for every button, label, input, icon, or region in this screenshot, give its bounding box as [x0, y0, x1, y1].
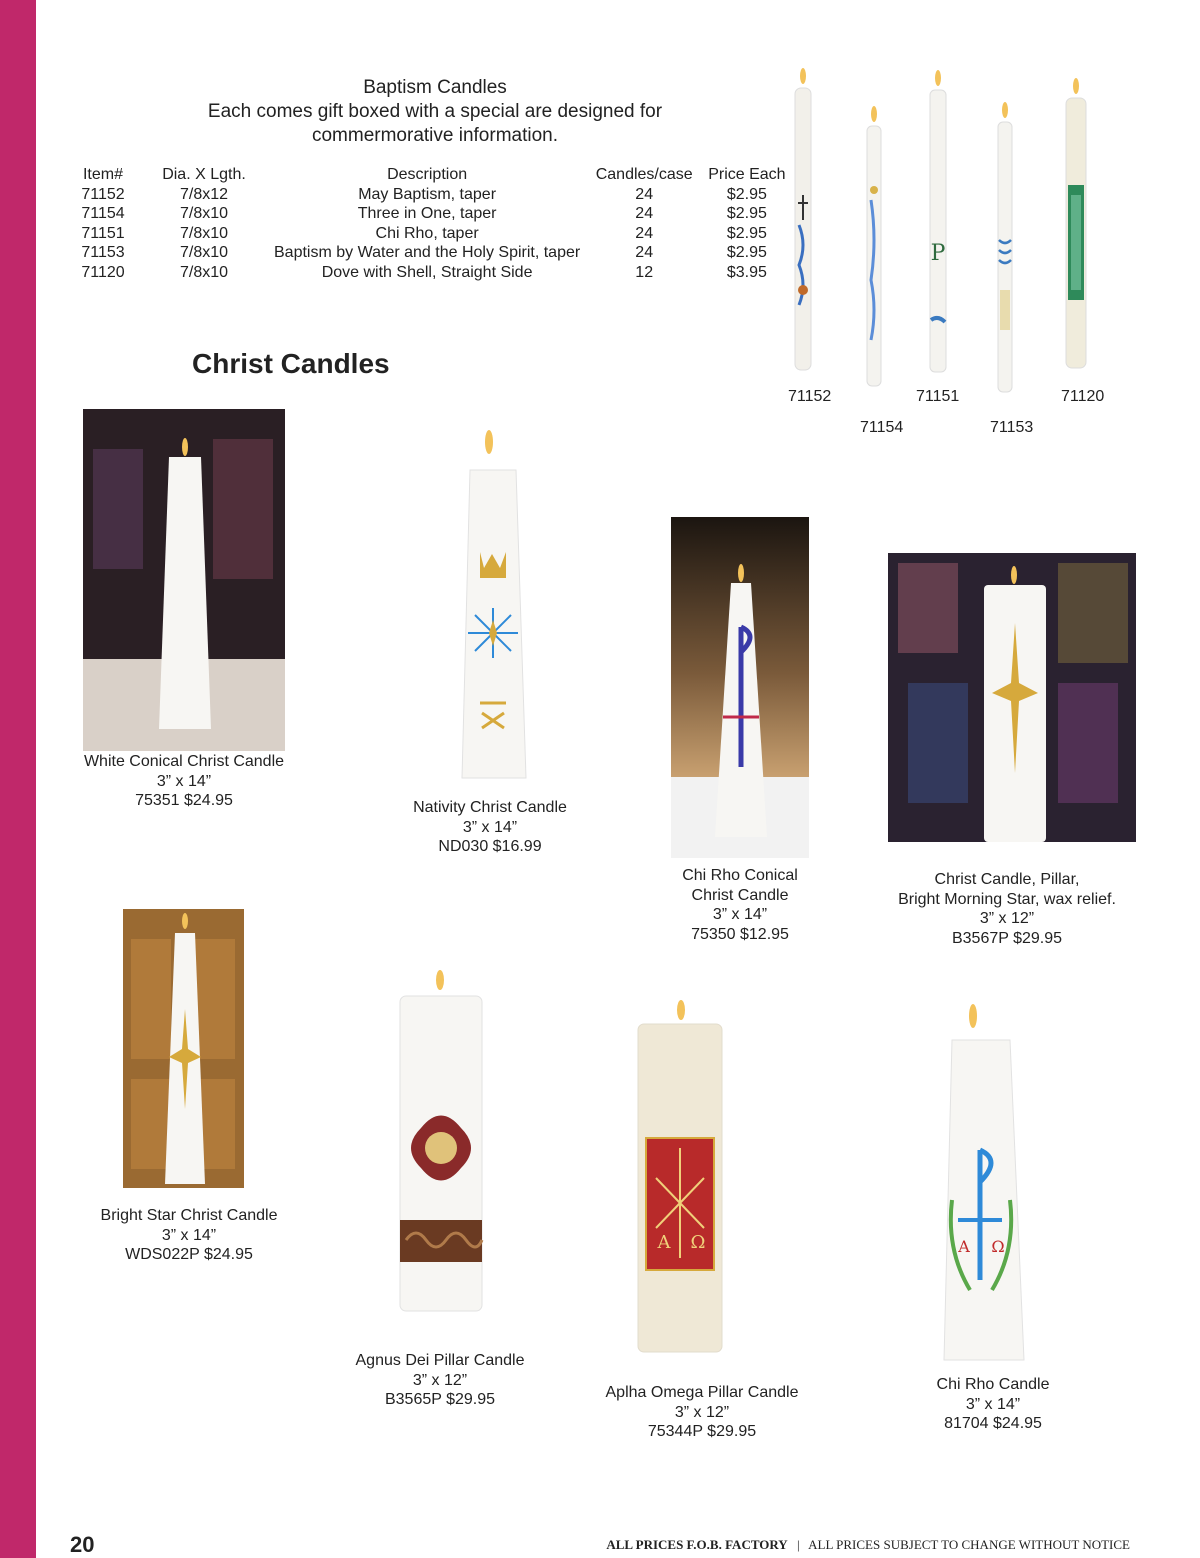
- product-caption: [640, 866, 840, 944]
- product-name: White Conical Christ Candle: [83, 753, 285, 770]
- col-item: Item#: [82, 166, 123, 183]
- cell: 7/8x10: [179, 263, 229, 281]
- cell: 7/8x12: [179, 185, 229, 203]
- header-line2: Each comes gift boxed with a special are designed for: [207, 101, 663, 122]
- product-code-price: B3567P $29.95: [951, 929, 1063, 947]
- cell: May Baptism, taper: [358, 185, 497, 203]
- product-code-price: 75351 $24.95: [135, 792, 233, 809]
- product-code-price: 81704 $24.95: [944, 1415, 1042, 1432]
- product-size: 3” x 12”: [412, 1371, 468, 1389]
- product-size: 3” x 12”: [979, 910, 1035, 927]
- cell: Baptism by Water and the Holy Spirit, taper: [274, 244, 581, 261]
- christ-candle-pillar-image: [888, 553, 1136, 842]
- cell: $2.95: [726, 205, 767, 222]
- product-caption: [880, 870, 1134, 948]
- svg-text:Ω: Ω: [991, 1237, 1005, 1256]
- product-caption: [380, 798, 600, 857]
- footer-separator: |: [796, 1537, 800, 1552]
- cell: Three in One, taper: [357, 205, 497, 222]
- chi-rho-candle-image: [940, 1000, 1044, 1362]
- cell: 7/8x10: [179, 244, 229, 261]
- svg-text:P: P: [930, 241, 946, 266]
- col-dimensions: Dia. X Lgth.: [162, 166, 246, 183]
- table-row: [72, 185, 786, 205]
- product-caption: [74, 1206, 304, 1265]
- cell: $2.95: [726, 224, 767, 242]
- page-number: 20: [70, 1532, 95, 1557]
- product-code-price: ND030 $16.99: [438, 838, 542, 855]
- cell: 24: [635, 244, 654, 261]
- baptism-code-71151: 71151: [916, 388, 960, 405]
- magenta-side-bar: [0, 0, 36, 1558]
- cell: 71153: [81, 244, 125, 261]
- table-header-row: [72, 165, 786, 185]
- cell: 24: [635, 224, 654, 242]
- header-title: Baptism Candles: [363, 77, 507, 98]
- product-caption: [330, 1351, 550, 1410]
- footer-notice: [560, 1537, 1130, 1553]
- product-size: 3” x 14”: [462, 818, 518, 836]
- cell: $3.95: [726, 263, 767, 281]
- cell: Chi Rho, taper: [375, 224, 479, 242]
- product-size: 3” x 12”: [674, 1403, 730, 1421]
- table-row: [72, 204, 786, 224]
- col-description: Description: [387, 166, 468, 183]
- cell: 7/8x10: [179, 205, 229, 222]
- agnus-dei-candle-image: [396, 968, 486, 1313]
- cell: $2.95: [726, 244, 767, 261]
- product-name: Agnus Dei Pillar Candle: [355, 1352, 525, 1369]
- product-name: Chi Rho Candle: [936, 1376, 1050, 1393]
- table-row: [72, 224, 786, 244]
- product-name-line2: Bright Morning Star, wax relief.: [898, 890, 1116, 908]
- product-size: 3” x 14”: [156, 772, 212, 790]
- cell: 7/8x10: [179, 224, 229, 242]
- svg-text:Α: Α: [657, 1232, 671, 1253]
- baptism-code-71120: 71120: [1061, 388, 1105, 405]
- cell: 71120: [81, 263, 125, 281]
- cell: 71151: [81, 224, 125, 242]
- cell: 71152: [81, 185, 125, 203]
- product-name-line1: Christ Candle, Pillar,: [934, 871, 1080, 888]
- product-name-line2: Christ Candle: [691, 886, 789, 904]
- chi-rho-conical-candle-image: [671, 517, 809, 858]
- cell: 71154: [81, 205, 125, 222]
- product-code-price: 75350 $12.95: [691, 925, 789, 943]
- cell: 24: [635, 185, 654, 203]
- alpha-omega-candle-image: [634, 998, 726, 1354]
- baptism-header: [150, 76, 720, 148]
- baptism-table: [72, 165, 786, 282]
- product-caption: [585, 1383, 819, 1442]
- baptism-tapers-image: [785, 60, 1115, 405]
- baptism-code-71153: 71153: [990, 419, 1034, 436]
- cell: 24: [635, 205, 654, 222]
- header-line3: commermorative information.: [311, 125, 559, 146]
- baptism-code-71152: 71152: [788, 388, 832, 405]
- product-name-line1: Chi Rho Conical: [682, 867, 798, 884]
- product-code-price: B3565P $29.95: [384, 1391, 496, 1408]
- product-code-price: WDS022P $24.95: [125, 1246, 253, 1263]
- col-price: Price Each: [708, 166, 786, 183]
- table-row: [72, 243, 786, 263]
- baptism-code-71154: 71154: [860, 419, 904, 436]
- product-name: Nativity Christ Candle: [413, 799, 567, 816]
- product-caption: [63, 752, 305, 811]
- white-conical-candle-image: [83, 409, 285, 751]
- product-code-price: 75344P $29.95: [647, 1423, 757, 1440]
- cell: 12: [635, 263, 654, 281]
- svg-text:Ω: Ω: [690, 1232, 706, 1253]
- footer-price-notice: ALL PRICES SUBJECT TO CHANGE WITHOUT NOTICE: [808, 1537, 1130, 1552]
- cell: Dove with Shell, Straight Side: [321, 263, 533, 281]
- nativity-candle-image: [458, 428, 528, 780]
- product-caption: [893, 1375, 1093, 1434]
- product-size: 3” x 14”: [712, 906, 768, 923]
- svg-text:Α: Α: [958, 1237, 970, 1256]
- cell: $2.95: [726, 185, 767, 203]
- product-size: 3” x 14”: [161, 1226, 217, 1244]
- product-name: Bright Star Christ Candle: [100, 1207, 278, 1224]
- col-candles-per-case: Candles/case: [595, 166, 693, 183]
- product-size: 3” x 14”: [965, 1395, 1021, 1413]
- bright-star-candle-image: [123, 909, 244, 1188]
- baptism-tapers-drawing: [785, 60, 1115, 405]
- section-title: Christ Candles: [192, 348, 390, 379]
- product-name: Aplha Omega Pillar Candle: [605, 1384, 799, 1401]
- footer-fob: ALL PRICES F.O.B. FACTORY: [606, 1537, 788, 1552]
- table-row: [72, 263, 786, 283]
